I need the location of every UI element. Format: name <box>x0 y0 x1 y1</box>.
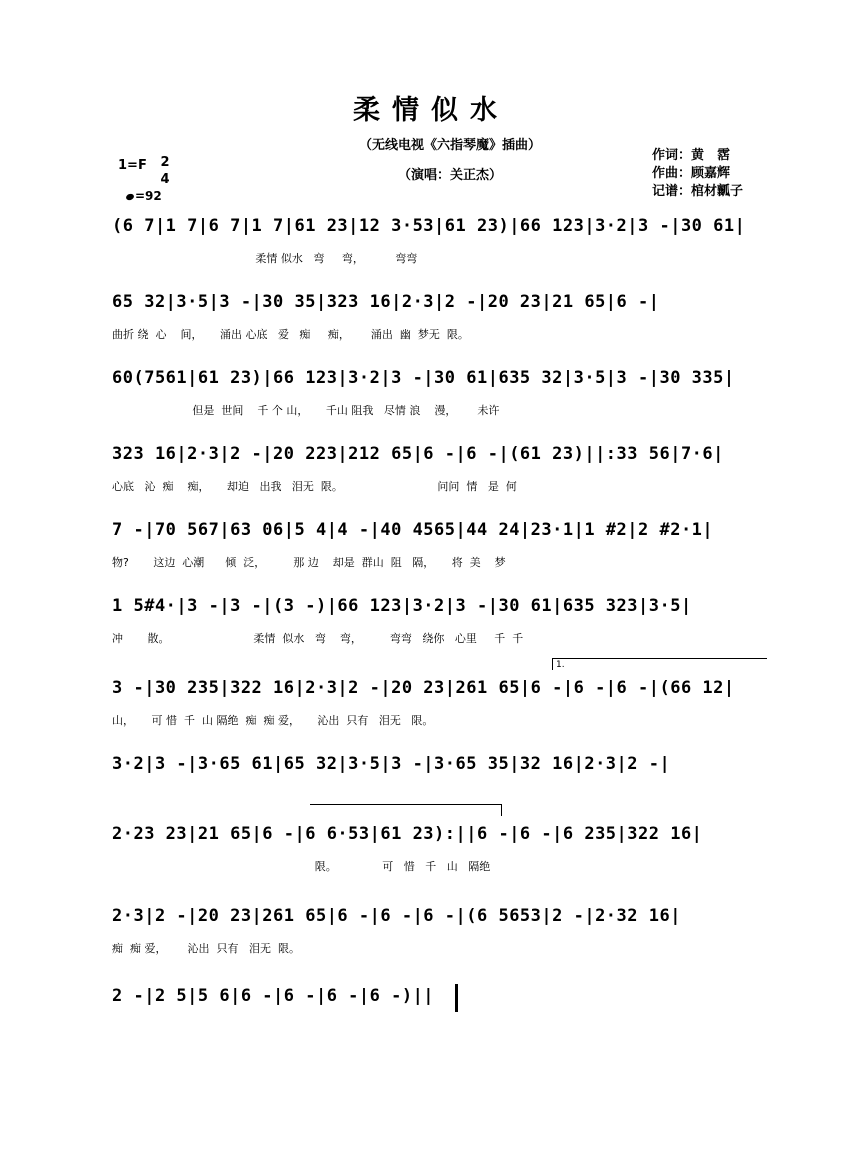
notation-line: 2·23 23|21 65|6 -|6 6·53|61 23):||6 -|6 -|6 235|322 16| <box>112 824 703 844</box>
credits-block <box>652 147 743 201</box>
volta-bracket-2 <box>310 804 502 805</box>
key-signature: 1=F <box>118 158 147 173</box>
lyrics-line: 但是 世间 千 个 山， 千山 阻我 尽情 浪 漫， 未许 <box>112 404 500 417</box>
notation-line: 2·3|2 -|20 23|261 65|6 -|6 -|6 -|(6 5653|2 -|2·32 16| <box>112 906 681 926</box>
composer-credit: 作曲：顾嘉辉 <box>652 166 731 181</box>
tempo-value: =92 <box>135 189 162 203</box>
notation-line: 1 5#4·|3 -|3 -|(3 -)|66 123|3·2|3 -|30 61|635 323|3·5| <box>112 596 692 616</box>
lyrics-line: 物? 这边 心潮 倾 泛， 那 边 却是 群山 阻 隔， 将 美 梦 <box>112 556 506 569</box>
notation-line: 65 32|3·5|3 -|30 35|323 16|2·3|2 -|20 23|21 65|6 -| <box>112 292 660 312</box>
transcriber-credit: 记谱：棺材瓤子 <box>652 184 744 199</box>
final-barline <box>455 984 458 1012</box>
lyrics-line: 曲折 绕 心 间， 涌出 心底 爱 痴 痴， 涌出 幽 梦无 限。 <box>112 328 469 341</box>
lyrics-line: 限。 可 惜 千 山 隔绝 <box>112 860 491 873</box>
notation-line: 2 -|2 5|5 6|6 -|6 -|6 -|6 -)|| <box>112 986 435 1006</box>
notation-line: 3 -|30 235|322 16|2·3|2 -|20 23|261 65|6 -|6 -|6 -|(66 12| <box>112 678 735 698</box>
notation-line: 60(7561|61 23)|66 123|3·2|3 -|30 61|635 32|3·5|3 -|30 335| <box>112 368 735 388</box>
notation-line: 7 -|70 567|63 06|5 4|4 -|40 4565|44 24|23·1|1 #2|2 #2·1| <box>112 520 714 540</box>
notation-line: 3·2|3 -|3·65 61|65 32|3·5|3 -|3·65 35|32 16|2·3|2 -| <box>112 754 671 774</box>
time-signature-bottom: 4 <box>160 172 170 187</box>
lyricist-credit: 作词：黄 霑 <box>652 148 731 163</box>
lyrics-line: 冲 散。 柔情 似水 弯 弯， 弯弯 绕你 心里 千 千 <box>112 632 524 645</box>
quarter-note-icon <box>125 193 135 201</box>
song-subtitle: （无线电视《六指琴魔》插曲） <box>358 138 541 153</box>
singer-credit: （演唱：关正杰） <box>397 168 502 183</box>
tempo-marking <box>126 189 162 203</box>
lyrics-line: 柔情 似水 弯 弯， 弯弯 <box>112 252 418 265</box>
song-title: 柔情似水 <box>353 95 509 126</box>
volta-bracket-edge <box>552 658 553 670</box>
volta-label: 1. <box>556 660 565 670</box>
notation-line: 323 16|2·3|2 -|20 223|212 65|6 -|6 -|(61 23)||:33 56|7·6| <box>112 444 724 464</box>
lyrics-line: 心底 沁 痴 痴， 却迫 出我 泪无 限。 问问 情 是 何 <box>112 480 517 493</box>
notation-line: (6 7|1 7|6 7|1 7|61 23|12 3·53|61 23)|66 123|3·2|3 -|30 61| <box>112 216 746 236</box>
lyrics-line: 山， 可 惜 千 山 隔绝 痴 痴 爱， 沁出 只有 泪无 限。 <box>112 714 434 727</box>
time-signature <box>158 154 172 188</box>
volta-bracket-2-edge <box>501 804 502 816</box>
time-signature-top: 2 <box>160 155 170 170</box>
volta-bracket <box>552 658 767 659</box>
lyrics-line: 痴 痴 爱， 沁出 只有 泪无 限。 <box>112 942 300 955</box>
